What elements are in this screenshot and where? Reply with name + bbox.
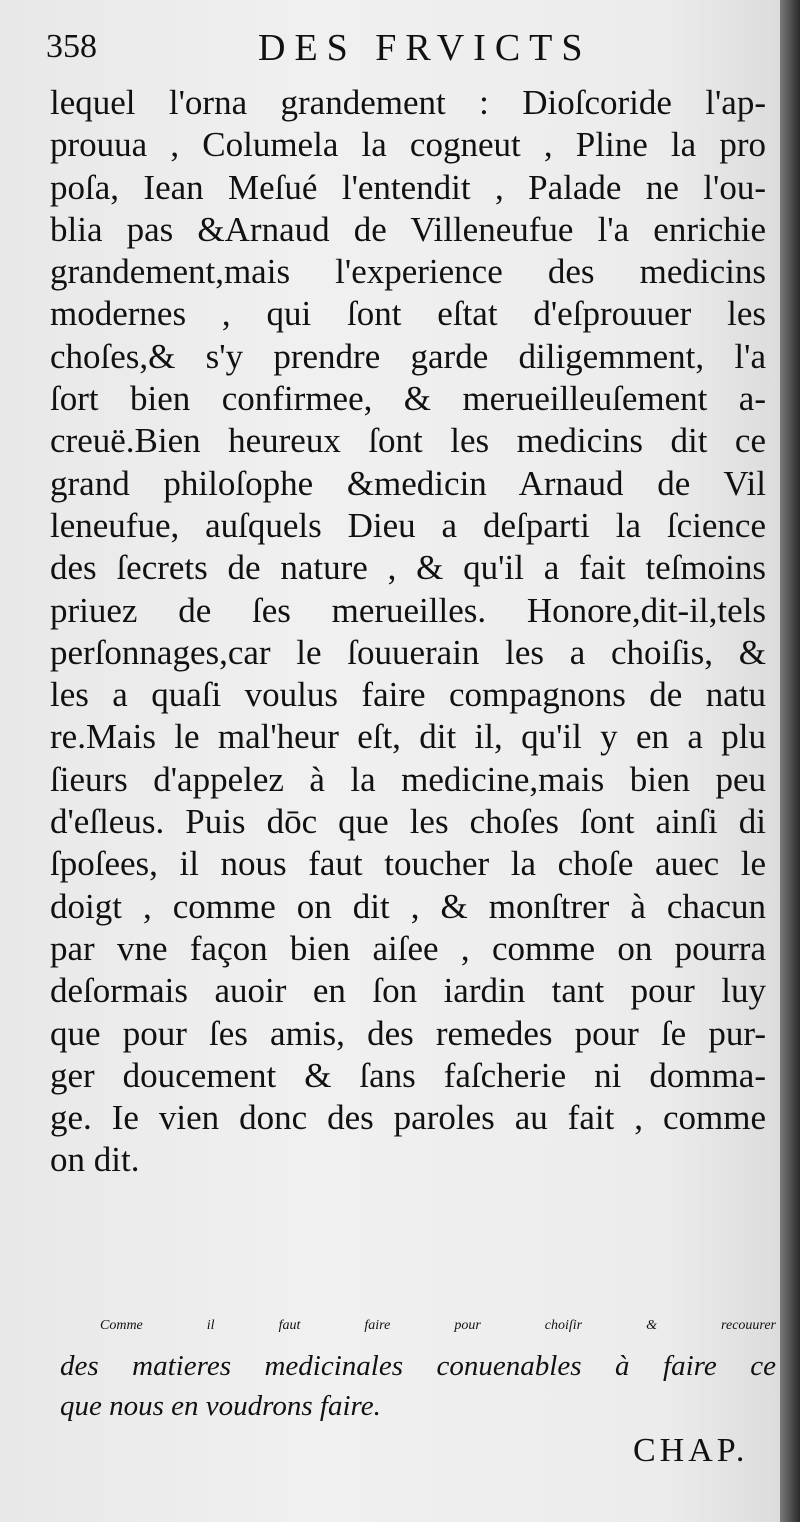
text-line: ſort bien confirmee, & merueilleuſement a- [50, 379, 766, 419]
text-line: on dit. [50, 1140, 140, 1180]
text-line: choſes,& s'y prendre garde diligemment, l'a [50, 336, 766, 376]
text-line: leneufue, auſquels Dieu a deſparti la ſcience [50, 505, 766, 545]
text-line: ger doucement & ſans faſcherie ni domma- [50, 1055, 766, 1095]
text-line: priuez de ſes merueilles. Honore,dit-il,tels [50, 590, 766, 630]
text-line: ge. Ie vien donc des paroles au fait , comme [50, 1098, 766, 1138]
text-line: ſpoſees, il nous faut toucher la choſe auec le [50, 844, 766, 884]
heading-line: que nous en voudrons faire. [60, 1390, 381, 1422]
text-line: blia pas &Arnaud de Villeneufue l'a enrichie [50, 209, 766, 249]
text-line: par vne façon bien aiſee , comme on pourra [50, 928, 766, 968]
page-header [40, 24, 740, 84]
running-title: DES FRVICTS [258, 27, 592, 69]
text-line: d'eſleus. Puis dōc que les choſes ſont ainſi di [50, 802, 766, 842]
body-paragraph [50, 82, 766, 1182]
text-line: les a quaſi voulus faire compagnons de natu [50, 675, 766, 715]
text-line: prouua , Columela la cogneut , Pline la pro [50, 125, 766, 165]
text-line: poſa, Iean Meſué l'entendit , Palade ne l'ou- [50, 167, 766, 207]
text-line: grandement,mais l'experience des medicins [50, 252, 766, 292]
text-line: ſieurs d'appelez à la medicine,mais bien peu [50, 759, 766, 799]
heading-line: des matieres medicinales conuenables à faire ce [60, 1350, 776, 1382]
text-line: modernes , qui ſont eſtat d'eſprouuer les [50, 294, 766, 334]
text-line: creuë.Bien heureux ſont les medicins dit ce [50, 421, 766, 461]
page-number: 358 [46, 28, 97, 65]
text-line: des ſecrets de nature , & qu'il a fait teſmoins [50, 548, 766, 588]
heading-line: Comme il faut faire pour choiſir & recouurer [100, 1318, 776, 1333]
catchword: CHAP. [633, 1432, 749, 1469]
text-line: deſormais auoir en ſon iardin tant pour luy [50, 971, 766, 1011]
text-line: que pour ſes amis, des remedes pour ſe pur- [50, 1013, 766, 1053]
page-edge-shadow [780, 0, 800, 1522]
text-line: doigt , comme on dit , & monſtrer à chacun [50, 886, 766, 926]
text-line: perſonnages,car le ſouuerain les a choiſis, & [50, 632, 766, 672]
text-line: grand philoſophe &medicin Arnaud de Vil [50, 463, 766, 503]
chapter-heading [60, 1306, 776, 1426]
text-line: re.Mais le mal'heur eſt, dit il, qu'il y en a plu [50, 717, 766, 757]
text-line: lequel l'orna grandement : Dioſcoride l'ap- [50, 83, 766, 122]
